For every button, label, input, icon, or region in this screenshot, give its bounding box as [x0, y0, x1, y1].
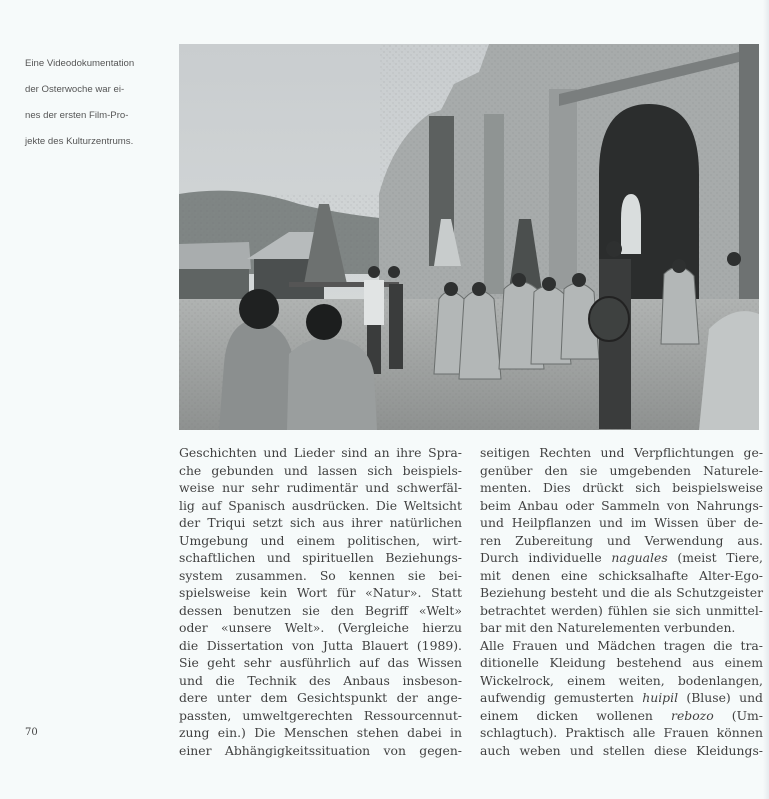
text-line: bar mit den Naturelementen verbunden. — [480, 620, 736, 635]
text-line: betrachtet werden) fühlen sie sich unmittel- — [480, 602, 763, 618]
text-line: weise nur sehr rudimentär und schwerfäl- — [179, 480, 462, 495]
italic-term-naguales: naguales — [611, 550, 668, 565]
pilaster — [739, 44, 759, 304]
text-run: aufwendig gemusterten — [480, 690, 643, 705]
text-line: seitigen Rechten und Verpflichtungen ge- — [480, 445, 763, 460]
text-line: system zusammen. So kennen sie bei- — [179, 567, 462, 583]
text-line: zung ein.) Die Menschen stehen dabei in — [179, 725, 462, 740]
text-line: Umgebung und einem politischen, wirt- — [179, 532, 462, 548]
text-line: beim Anbau oder Sammeln von Nahrungs- — [480, 497, 763, 513]
text-line: die Dissertation von Jutta Blauert (1989). — [179, 637, 462, 653]
pilaster — [484, 114, 504, 294]
photo-illustration — [179, 44, 759, 430]
white-shirt — [364, 280, 384, 325]
text-line — [480, 707, 763, 725]
text-run: (meist Tiere, — [667, 550, 763, 565]
text-line: lig auf Spanisch ausdrücken. Die Weltsicht — [179, 497, 462, 513]
text-line: che gebunden und lassen sich beispiels- — [179, 462, 462, 478]
caption-line: jekte des Kulturzentrums. — [25, 136, 134, 147]
text-column-right — [480, 444, 763, 759]
text-line: Wickelrock, einem weiten, bodenlangen, — [480, 672, 763, 688]
pilaster — [549, 89, 577, 289]
text-line: und Heilpflanzen und im Wissen über de- — [480, 515, 763, 530]
text-line: Beziehung besteht und die als Schutzgeister — [480, 585, 763, 600]
foreground-head — [239, 289, 279, 329]
text-line: auch weben und stellen diese Kleidungs- — [480, 742, 763, 758]
text-line: ditionelle Kleidung bestehend aus einem — [480, 655, 763, 670]
text-run: (Bluse) und — [678, 690, 763, 705]
caption-line: der Osterwoche war ei- — [25, 84, 125, 95]
text-line: dere unter dem Gesichtspunkt der ange- — [179, 690, 462, 705]
page-edge-shadow — [763, 0, 769, 799]
caption-line: Eine Videodokumentation — [25, 58, 135, 69]
italic-term-rebozo: rebozo — [671, 707, 714, 723]
text-run: Durch individuelle — [480, 550, 612, 565]
italic-term-huipil: huipil — [642, 690, 679, 705]
text-line: mit denen eine schicksalhafte Alter-Ego- — [480, 567, 763, 583]
text-line: menten. Dies drückt sich beispielsweise — [480, 480, 763, 495]
text-line — [480, 689, 763, 707]
text-line: schlagtuch). Praktisch alle Frauen können — [480, 725, 763, 740]
page-number: 70 — [25, 727, 38, 738]
text-line: schaftlichen und spirituellen Beziehungs- — [179, 550, 462, 565]
photo-caption — [25, 44, 165, 148]
text-line: genüber den sie umgebenden Naturele- — [480, 462, 763, 478]
caption-line: nes der ersten Film-Pro- — [25, 110, 129, 121]
text-line: Alle Frauen und Mädchen tragen die tra- — [480, 637, 763, 653]
text-run: (Um- — [713, 707, 763, 723]
text-line: und die Technik des Anbaus insbeson- — [179, 672, 462, 688]
text-line: einer Abhängigkeitssituation von gegen- — [179, 742, 462, 758]
text-line: oder «unsere Welt». (Vergleiche hierzu — [179, 620, 462, 635]
photograph-procession-at-ruined-church — [179, 44, 759, 430]
foreground-child-huipil — [287, 338, 377, 430]
text-line — [480, 549, 763, 567]
drum — [589, 297, 629, 341]
arch-window — [621, 194, 641, 254]
text-line: ren Zubereitung und Verwendung aus. — [480, 532, 763, 548]
foreground-head — [306, 304, 342, 340]
text-line: der Triqui setzt sich aus ihrer natürlichen — [179, 515, 462, 530]
hut-roof — [179, 242, 251, 272]
text-column-left — [179, 444, 462, 759]
text-line: Geschichten und Lieder sind an ihre Spra- — [179, 445, 462, 460]
text-line: passten, umweltgerechten Ressourcennut- — [179, 707, 462, 723]
text-line: dessen benutzen sie den Begriff «Welt» — [179, 602, 462, 618]
text-line: Sie geht sehr ausführlich auf das Wissen — [179, 655, 462, 670]
text-run: einem dicken wollenen — [480, 707, 672, 723]
text-line: spielsweise kein Wort für «Natur». Statt — [179, 585, 462, 600]
